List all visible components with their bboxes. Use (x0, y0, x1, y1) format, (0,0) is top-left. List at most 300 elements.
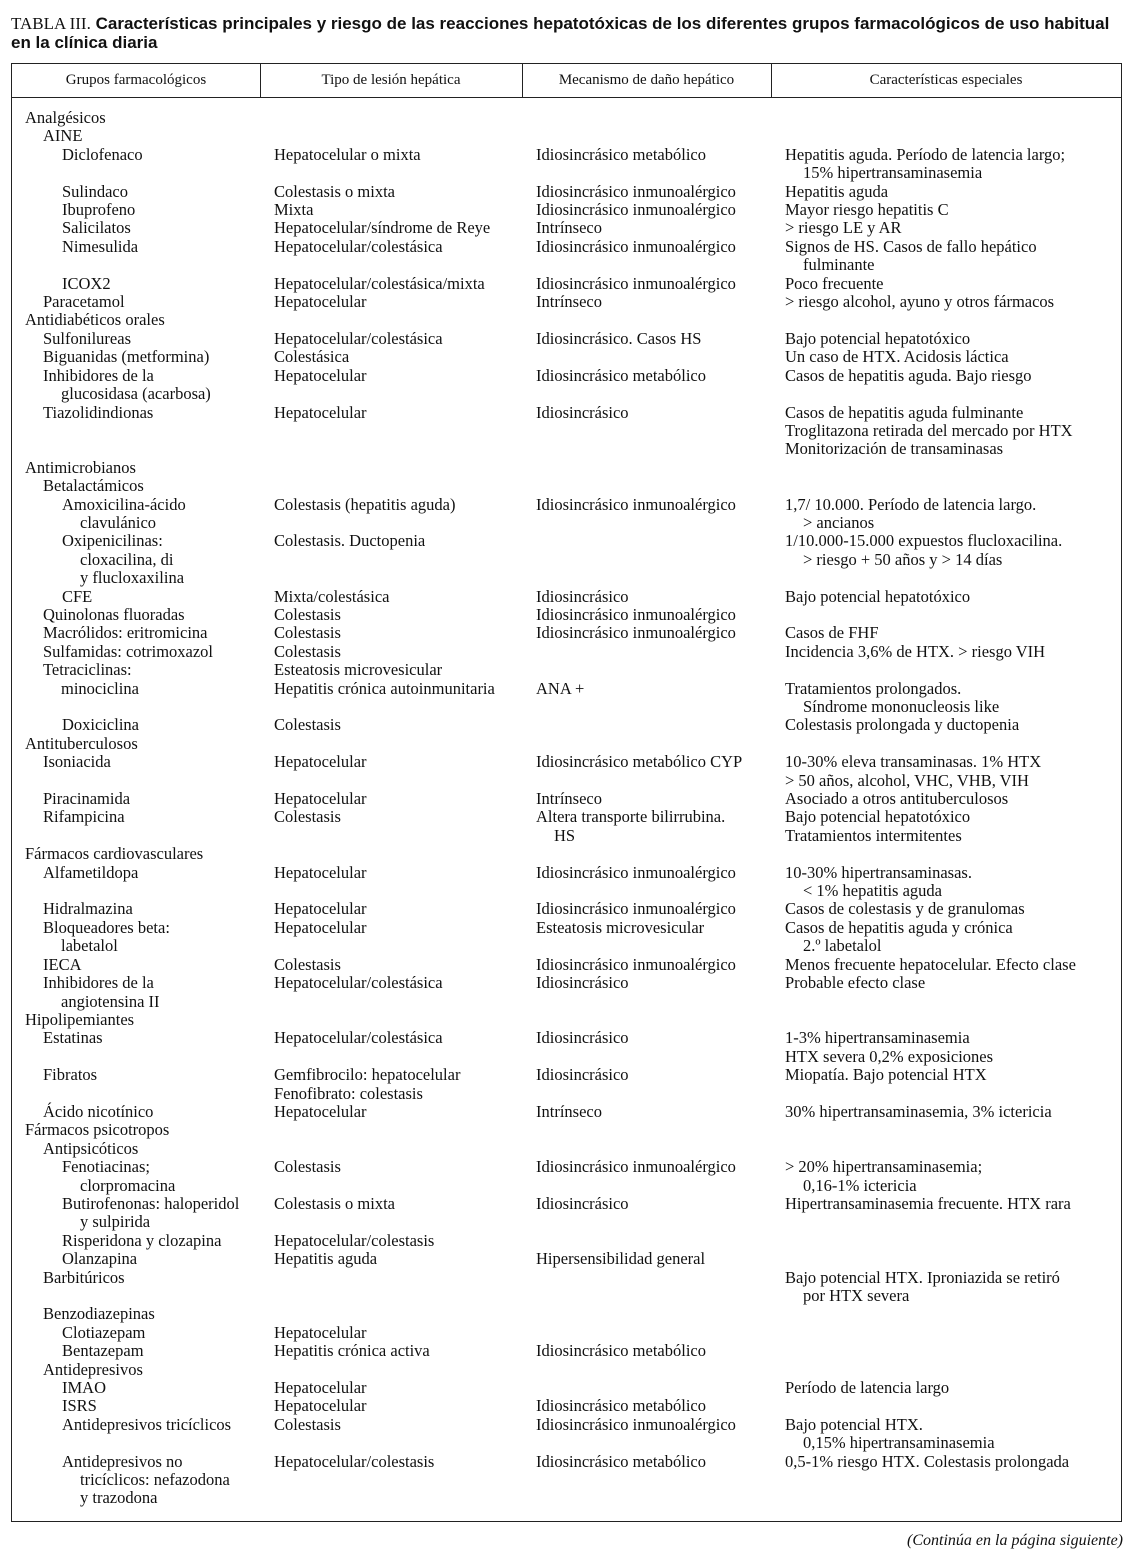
table-cell: Idiosincrásico inmunoalérgico (536, 273, 736, 293)
table-cell (536, 1213, 785, 1231)
table-cell: Signos de HS. Casos de fallo hepático (785, 236, 1037, 256)
table-cell: Casos de hepatitis aguda fulminante (785, 402, 1024, 422)
table-row (12, 993, 1121, 1011)
table-cell (785, 845, 1121, 863)
table-cell: Idiosincrásico inmunoalérgico (536, 954, 736, 974)
table-cell: Antidiabéticos orales (25, 310, 165, 330)
table-row (12, 1397, 1121, 1415)
table-cell (536, 993, 785, 1011)
table-cell (12, 1085, 274, 1103)
table-cell (536, 422, 785, 440)
table-cell: Hepatocelular (274, 402, 367, 422)
table-cell (536, 1471, 785, 1489)
table-cell (536, 845, 785, 863)
table-row (12, 716, 1121, 734)
table-cell: Colestasis (274, 954, 341, 974)
table-cell (536, 1305, 785, 1323)
table-cell: Menos frecuente hepatocelular. Efecto clase (785, 954, 1076, 974)
table-row (12, 790, 1121, 808)
table-cell (274, 256, 536, 274)
table-cell: Hipertransaminasemia frecuente. HTX rara (785, 1193, 1071, 1213)
table-row (12, 459, 1121, 477)
table-cell: Bentazepam (62, 1341, 144, 1361)
table-cell (274, 1471, 536, 1489)
table-cell: Idiosincrásico inmunoalérgico (536, 1414, 736, 1434)
table-cell: Bajo potencial HTX. Iproniazida se retiró (785, 1267, 1060, 1287)
table-cell (536, 1048, 785, 1066)
table-cell: Sulfamidas: cotrimoxazol (43, 641, 214, 661)
table-cell: 0,16-1% ictericia (803, 1175, 917, 1195)
table-row (12, 1029, 1121, 1047)
table-cell: Hepatocelular (274, 899, 367, 919)
table-cell: Bajo potencial hepatotóxico (785, 328, 971, 348)
table-cell: 1/10.000-15.000 expuestos flucloxacilina. (785, 531, 1063, 551)
table-cell: Betalactámicos (43, 476, 144, 496)
table-cell (536, 532, 785, 550)
table-cell (536, 514, 785, 532)
table-cell (536, 459, 785, 477)
table-cell: Colestasis (274, 604, 341, 624)
table-cell (274, 1121, 536, 1139)
table-cell: Monitorización de transaminasas (785, 439, 1004, 459)
table-cell: Idiosincrásico inmunoalérgico (536, 494, 736, 514)
table-cell: Esteatosis microvesicular (536, 917, 705, 937)
table-cell (536, 1232, 785, 1250)
table-row (12, 311, 1121, 329)
table-cell (12, 422, 274, 440)
table-header (12, 64, 1121, 98)
table-cell: 2.º labetalol (803, 936, 882, 956)
table-cell: Bajo potencial hepatotóxico (785, 807, 971, 827)
table-cell: 1-3% hipertransaminasemia (785, 1028, 970, 1048)
table-cell (536, 735, 785, 753)
table-row (12, 1269, 1121, 1287)
table-cell: Bajo potencial HTX. (785, 1414, 923, 1434)
table-row (12, 404, 1121, 422)
table-cell (536, 1324, 785, 1342)
table-cell (12, 1287, 274, 1305)
table-cell: Hepatocelular (274, 1322, 367, 1342)
table-cell (12, 882, 274, 900)
table-cell: Idiosincrásico metabólico (536, 1341, 706, 1361)
table-row (12, 882, 1121, 900)
table-row (12, 146, 1121, 164)
table-cell: Hepatocelular (274, 789, 367, 809)
table-cell: Idiosincrásico inmunoalérgico (536, 899, 736, 919)
table-cell: Idiosincrásico (536, 973, 629, 993)
table-cell: > 20% hipertransaminasemia; (785, 1157, 983, 1177)
table-cell: Hepatocelular/colestásica (274, 236, 443, 256)
table-cell: Piracinamida (43, 789, 131, 809)
table-cell: cloxacilina, di (80, 549, 174, 569)
table-cell (274, 440, 536, 458)
table-row (12, 900, 1121, 918)
table-row (12, 624, 1121, 642)
table-cell: Tetraciclinas: (43, 660, 132, 680)
table-caption: Características principales y riesgo de las reacciones hepatotóxicas de los diferentes grupos farmacológicos de uso habitual en la clínica diaria (11, 14, 1110, 52)
table-row (12, 183, 1121, 201)
table-row (12, 1103, 1121, 1121)
table-cell (274, 311, 536, 329)
table-cell: 1,7/ 10.000. Período de latencia largo. (785, 494, 1037, 514)
table-cell (12, 440, 274, 458)
table-cell: Sulfonilureas (43, 328, 131, 348)
table-cell (536, 643, 785, 661)
table-cell: Hepatitis crónica autoinmunitaria (274, 678, 495, 698)
table-cell (274, 422, 536, 440)
table-cell: Hepatocelular (274, 862, 367, 882)
table-row (12, 735, 1121, 753)
table-cell: Hipolipemiantes (25, 1009, 135, 1029)
table-row (12, 275, 1121, 293)
table-cell: Macrólidos: eritromicina (43, 623, 208, 643)
table-cell: Isoniacida (43, 752, 111, 772)
table-cell: Benzodiazepinas (43, 1304, 155, 1324)
table-cell (536, 698, 785, 716)
table-cell (536, 569, 785, 587)
table-cell (274, 1434, 536, 1452)
table-row (12, 496, 1121, 514)
table-cell: Idiosincrásico. Casos HS (536, 328, 702, 348)
table-row (12, 753, 1121, 771)
table-cell: Hepatocelular/colestásica/mixta (274, 273, 485, 293)
table-cell: Antimicrobianos (25, 457, 136, 477)
table-cell (274, 127, 536, 145)
table-row (12, 864, 1121, 882)
table-cell: > riesgo + 50 años y > 14 días (803, 549, 1003, 569)
table-cell: > riesgo alcohol, ayuno y otros fármacos (785, 292, 1055, 312)
table-cell (274, 1177, 536, 1195)
table-cell (785, 1361, 1121, 1379)
table-cell (536, 348, 785, 366)
table-cell (536, 385, 785, 403)
table-row (12, 1287, 1121, 1305)
table-cell (785, 735, 1121, 753)
table-cell (785, 1342, 1121, 1360)
table-cell: Clotiazepam (62, 1322, 146, 1342)
table-cell: Fármacos psicotropos (25, 1120, 170, 1140)
table-row (12, 1416, 1121, 1434)
table-cell (274, 385, 536, 403)
table-cell (536, 937, 785, 955)
table-cell (536, 661, 785, 679)
table-cell: Tratamientos prolongados. (785, 678, 962, 698)
table-cell (536, 1434, 785, 1452)
table-cell: Hepatocelular (274, 365, 367, 385)
table-cell: Colestasis (274, 641, 341, 661)
table-cell (536, 1489, 785, 1507)
table-cell: Colestasis (274, 623, 341, 643)
table-row (12, 367, 1121, 385)
table-cell: Idiosincrásico inmunoalérgico (536, 236, 736, 256)
table-cell (536, 440, 785, 458)
table-cell: ISRS (62, 1396, 97, 1416)
table-cell: Altera transporte bilirrubina. (536, 807, 726, 827)
table-cell: Nimesulida (62, 236, 139, 256)
table-cell: Antituberculosos (25, 733, 138, 753)
table-cell: Hepatocelular/colestásica (274, 1028, 443, 1048)
table-row (12, 1489, 1121, 1507)
table-cell: Rifampicina (43, 807, 125, 827)
table-row (12, 1121, 1121, 1139)
table-cell (274, 109, 536, 127)
table-cell: Intrínseco (536, 292, 602, 312)
table-cell: Hidralmazina (43, 899, 133, 919)
table-cell: > riesgo LE y AR (785, 218, 902, 238)
table-cell: Antidepresivos no (62, 1451, 183, 1471)
table-row (12, 422, 1121, 440)
table-row (12, 1085, 1121, 1103)
table-cell: Risperidona y clozapina (62, 1230, 222, 1250)
table-cell: Colestasis prolongada y ductopenia (785, 715, 1020, 735)
table-cell: Analgésicos (25, 108, 106, 127)
table-cell: Fibratos (43, 1065, 98, 1085)
table-cell: Hepatocelular (274, 1396, 367, 1416)
table-cell: CFE (62, 586, 93, 606)
table-cell (274, 1213, 536, 1231)
table-row (12, 164, 1121, 182)
table-cell: Ibuprofeno (62, 200, 136, 220)
table-cell: Mixta (274, 200, 314, 220)
table-row (12, 127, 1121, 145)
column-header: Mecanismo de daño hepático (558, 72, 735, 88)
table-cell: Idiosincrásico (536, 1065, 629, 1085)
table-cell: Idiosincrásico (536, 1193, 629, 1213)
table-cell (785, 1489, 1121, 1507)
table-row (12, 109, 1121, 127)
table-cell (536, 1011, 785, 1029)
table-title (11, 14, 1121, 52)
table-cell: HTX severa 0,2% exposiciones (785, 1046, 994, 1066)
table-cell: 0,15% hipertransaminasemia (803, 1433, 995, 1453)
table-cell (785, 993, 1121, 1011)
table-cell: y trazodona (80, 1488, 158, 1508)
table-cell: IECA (43, 954, 82, 974)
table-row (12, 1011, 1121, 1029)
table-cell (274, 1489, 536, 1507)
table-row (12, 293, 1121, 311)
table-cell: Poco frecuente (785, 273, 884, 293)
table-cell (536, 1140, 785, 1158)
table-cell: Hepatocelular (274, 1378, 367, 1398)
table-row (12, 1177, 1121, 1195)
table-cell (274, 1269, 536, 1287)
table-cell: Antidepresivos (43, 1359, 143, 1379)
table-cell: Estatinas (43, 1028, 103, 1048)
table-cell: Ácido nicotínico (43, 1101, 154, 1121)
table-row (12, 1213, 1121, 1231)
table-row (12, 1250, 1121, 1268)
table-cell: Colestasis (274, 715, 341, 735)
table-cell: Colestasis o mixta (274, 1193, 395, 1213)
table-cell: Casos de hepatitis aguda y crónica (785, 917, 1013, 937)
table-cell: Butirofenonas: haloperidol (62, 1193, 240, 1213)
table-cell: Olanzapina (62, 1249, 138, 1269)
table-cell: Un caso de HTX. Acidosis láctica (785, 347, 1009, 367)
table-cell: Hepatocelular/síndrome de Reye (274, 218, 491, 238)
table-row (12, 919, 1121, 937)
table-cell: labetalol (61, 936, 118, 956)
table-cell: minociclina (61, 678, 139, 698)
table-cell: clavulánico (80, 512, 157, 532)
table-cell: Hepatitis aguda (785, 181, 889, 201)
table-cell: Hepatitis aguda (274, 1249, 378, 1269)
table-cell (274, 698, 536, 716)
table-row (12, 827, 1121, 845)
table-row (12, 1379, 1121, 1397)
table-cell: Hepatocelular/colestásica (274, 973, 443, 993)
table-cell (536, 1177, 785, 1195)
table-cell: Quinolonas fluoradas (43, 604, 185, 624)
table-cell (785, 459, 1121, 477)
table-cell: Idiosincrásico inmunoalérgico (536, 623, 736, 643)
table-row (12, 680, 1121, 698)
table-cell: Oxipenicilinas: (62, 531, 163, 551)
column-header: Características especiales (869, 72, 1023, 88)
table-cell (274, 1305, 536, 1323)
table-cell: AINE (43, 126, 83, 146)
table-cell (12, 1434, 274, 1452)
table-cell (536, 1085, 785, 1103)
table-cell (274, 164, 536, 182)
table-cell: Hepatitis aguda. Período de latencia largo; (785, 144, 1066, 164)
table-cell: HS (554, 825, 576, 845)
table-row (12, 330, 1121, 348)
table-cell (785, 1121, 1121, 1139)
table-cell: ICOX2 (62, 273, 111, 293)
table-cell: Incidencia 3,6% de HTX. > riesgo VIH (785, 641, 1046, 661)
table-cell: > ancianos (803, 512, 875, 532)
table-row (12, 551, 1121, 569)
table-row (12, 1361, 1121, 1379)
table-row (12, 588, 1121, 606)
table-cell: y sulpirida (80, 1212, 151, 1232)
table-cell (785, 1250, 1121, 1268)
table-row (12, 256, 1121, 274)
table-cell: Hepatocelular/colestasis (274, 1230, 435, 1250)
table-cell (274, 735, 536, 753)
table-cell (785, 569, 1121, 587)
table-cell: Idiosincrásico metabólico (536, 1396, 706, 1416)
table-cell: Bajo potencial hepatotóxico (785, 586, 971, 606)
table-cell: Diclofenaco (62, 144, 143, 164)
column-header: Grupos farmacológicos (65, 72, 207, 88)
table-cell (536, 1121, 785, 1139)
table-cell: Tratamientos intermitentes (785, 825, 962, 845)
table-row (12, 808, 1121, 826)
table-cell: Intrínseco (536, 218, 602, 238)
table-cell: por HTX severa (803, 1286, 910, 1305)
table-row (12, 1048, 1121, 1066)
table-cell: Doxiciclina (62, 715, 139, 735)
table-cell (785, 311, 1121, 329)
table-cell: > 50 años, alcohol, VHC, VHB, VIH (785, 770, 1029, 790)
table-cell: Colestasis o mixta (274, 181, 395, 201)
continuation-note: (Continúa en la página siguiente) (907, 1532, 1123, 1549)
table-cell: Hepatocelular/colestásica (274, 328, 443, 348)
table-row (12, 385, 1121, 403)
table-row (12, 477, 1121, 495)
table-cell: 10-30% hipertransaminasas. (785, 862, 972, 882)
table-cell: Salicilatos (62, 218, 131, 238)
table-cell (536, 109, 785, 127)
table-cell: Barbitúricos (43, 1267, 125, 1287)
table-row (12, 532, 1121, 550)
table-cell: Idiosincrásico (536, 586, 629, 606)
table-cell (12, 772, 274, 790)
table-cell: Colestásica (274, 347, 350, 367)
table-cell (274, 827, 536, 845)
table-row (12, 219, 1121, 237)
table-cell (536, 772, 785, 790)
table-cell (274, 993, 536, 1011)
table-row (12, 956, 1121, 974)
table-cell (785, 661, 1121, 679)
table-cell (536, 1287, 785, 1305)
table-row (12, 201, 1121, 219)
table-cell: Idiosincrásico metabólico (536, 365, 706, 385)
table-cell: IMAO (62, 1378, 106, 1398)
table-cell (536, 1361, 785, 1379)
table-cell: Idiosincrásico inmunoalérgico (536, 862, 736, 882)
table-cell (274, 772, 536, 790)
table-cell: Colestasis (274, 1414, 341, 1434)
table-cell: Idiosincrásico (536, 402, 629, 422)
table-cell (274, 459, 536, 477)
table-cell: Antipsicóticos (43, 1138, 139, 1158)
table-body (12, 109, 1121, 1508)
table-cell: Tiazolidindionas (43, 402, 154, 422)
table-row (12, 698, 1121, 716)
table-cell (785, 1324, 1121, 1342)
table-row (12, 845, 1121, 863)
table-row (12, 440, 1121, 458)
table-row (12, 1324, 1121, 1342)
table-cell (274, 477, 536, 495)
table-cell: Alfametildopa (43, 862, 139, 882)
table-cell: Casos de colestasis y de granulomas (785, 899, 1025, 919)
table-cell (274, 1048, 536, 1066)
table-cell: clorpromacina (80, 1175, 176, 1195)
table-cell: Mixta/colestásica (274, 586, 390, 606)
table-cell: Esteatosis microvesicular (274, 660, 443, 680)
table-cell (12, 1048, 274, 1066)
table-cell: Hepatocelular/colestasis (274, 1451, 435, 1471)
table-cell (785, 1471, 1121, 1489)
table-cell: Idiosincrásico metabólico (536, 1451, 706, 1471)
table-cell: fulminante (803, 255, 875, 275)
table-cell (536, 127, 785, 145)
table-cell: Mayor riesgo hepatitis C (785, 200, 949, 220)
table-cell: Colestasis (274, 1157, 341, 1177)
table-cell (274, 551, 536, 569)
table-cell (536, 882, 785, 900)
table-cell: Miopatía. Bajo potencial HTX (785, 1065, 987, 1085)
table-cell (785, 1140, 1121, 1158)
table-cell (536, 551, 785, 569)
table-cell (785, 1232, 1121, 1250)
table-cell: Sulindaco (62, 181, 128, 201)
table-cell: ANA + (536, 678, 585, 698)
table-cell: Antidepresivos tricíclicos (62, 1414, 232, 1434)
table-cell: Casos de FHF (785, 623, 879, 643)
table-cell: Troglitazona retirada del mercado por HTX (785, 420, 1073, 440)
table-cell: Idiosincrásico inmunoalérgico (536, 604, 736, 624)
table-row (12, 661, 1121, 679)
table-cell (536, 716, 785, 734)
table-cell (785, 477, 1121, 495)
table-cell: glucosidasa (acarbosa) (61, 384, 211, 404)
